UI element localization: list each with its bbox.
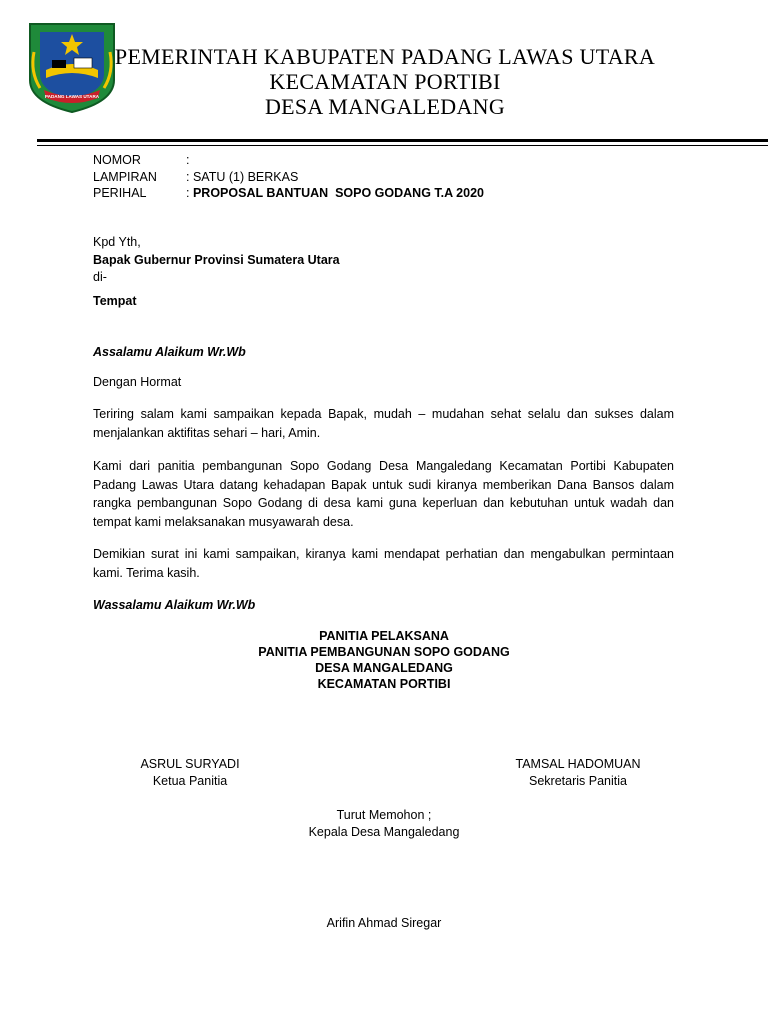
perihal-label: PERIHAL: [93, 186, 147, 200]
meta-row-lampiran: [93, 169, 484, 186]
addressee-name: Bapak Gubernur Provinsi Sumatera Utara: [93, 253, 340, 267]
village-head-name: Arifin Ahmad Siregar: [326, 916, 442, 930]
letterhead-rule-thick: [37, 139, 768, 142]
perihal-colon: :: [186, 186, 193, 200]
opening-greeting: Assalamu Alaikum Wr.Wb: [93, 345, 246, 359]
perihal-value: PROPOSAL BANTUAN SOPO GODANG T.A 2020: [192, 186, 484, 200]
letterhead-government: PEMERINTAH KABUPATEN PADANG LAWAS UTARA: [114, 44, 656, 69]
signature-chairman: [112, 756, 268, 790]
letterhead-district: KECAMATAN PORTIBI: [269, 69, 501, 94]
chairman-name: ASRUL SURYADI: [140, 757, 240, 771]
village-head-role: Kepala Desa Mangaledang: [308, 825, 460, 839]
chairman-role: Ketua Panitia: [152, 774, 228, 788]
letter-meta: [93, 152, 484, 202]
meta-row-nomor: [93, 152, 484, 169]
letterhead-rule-thin: [37, 145, 768, 146]
lampiran-label: LAMPIRAN: [93, 169, 157, 184]
nomor-value: :: [186, 153, 190, 167]
secretary-name: TAMSAL HADOMUAN: [515, 757, 641, 771]
committee-block: [234, 628, 534, 692]
turut-memohon: Turut Memohon ;: [336, 808, 432, 822]
lampiran-value: : SATU (1) BERKAS: [186, 169, 299, 184]
committee-line-3: DESA MANGALEDANG: [315, 661, 453, 675]
committee-line-1: PANITIA PELAKSANA: [319, 629, 449, 643]
paragraph-1: Teriring salam kami sampaikan kepada Bapak, mudah – mudahan sehat selalu dan sukses dalam menjalankan aktifitas sehari – hari, Amin.: [93, 407, 674, 440]
letterhead-village: DESA MANGALEDANG: [264, 94, 506, 119]
secretary-role: Sekretaris Panitia: [529, 774, 627, 788]
logo-text: PADANG LAWAS UTARA: [44, 94, 100, 99]
signature-village-head: [284, 807, 484, 841]
letterhead: [90, 44, 680, 119]
paragraph-3: Demikian surat ini kami sampaikan, kiranya kami mendapat perhatian dan mengabulkan permintaan kami. Terima kasih.: [93, 547, 674, 580]
addressee-tempat: Tempat: [93, 294, 137, 308]
meta-row-perihal: [93, 185, 484, 202]
paragraph-2: Kami dari panitia pembangunan Sopo Godang Desa Mangaledang Kecamatan Portibi Kabupaten Padang Lawas Utara datang kehadapan Bapak untuk sudi kiranya memberikan Dana Bansos dalam rangka pembangunan Sopo Godang di desa kami guna keperluan dan kebutuhan untuk wadah dan tempat kami melaksanakan musyawarah desa.: [93, 459, 674, 529]
committee-line-2: PANITIA PEMBANGUNAN SOPO GODANG: [258, 645, 510, 659]
signature-secretary: [484, 756, 672, 790]
committee-line-4: KECAMATAN PORTIBI: [317, 677, 451, 691]
nomor-label: NOMOR: [93, 153, 141, 167]
closing-greeting: Wassalamu Alaikum Wr.Wb: [93, 598, 256, 612]
dengan-hormat: Dengan Hormat: [93, 375, 182, 389]
addressee-di: di-: [93, 270, 107, 284]
kpd-yth: Kpd Yth,: [93, 235, 141, 249]
